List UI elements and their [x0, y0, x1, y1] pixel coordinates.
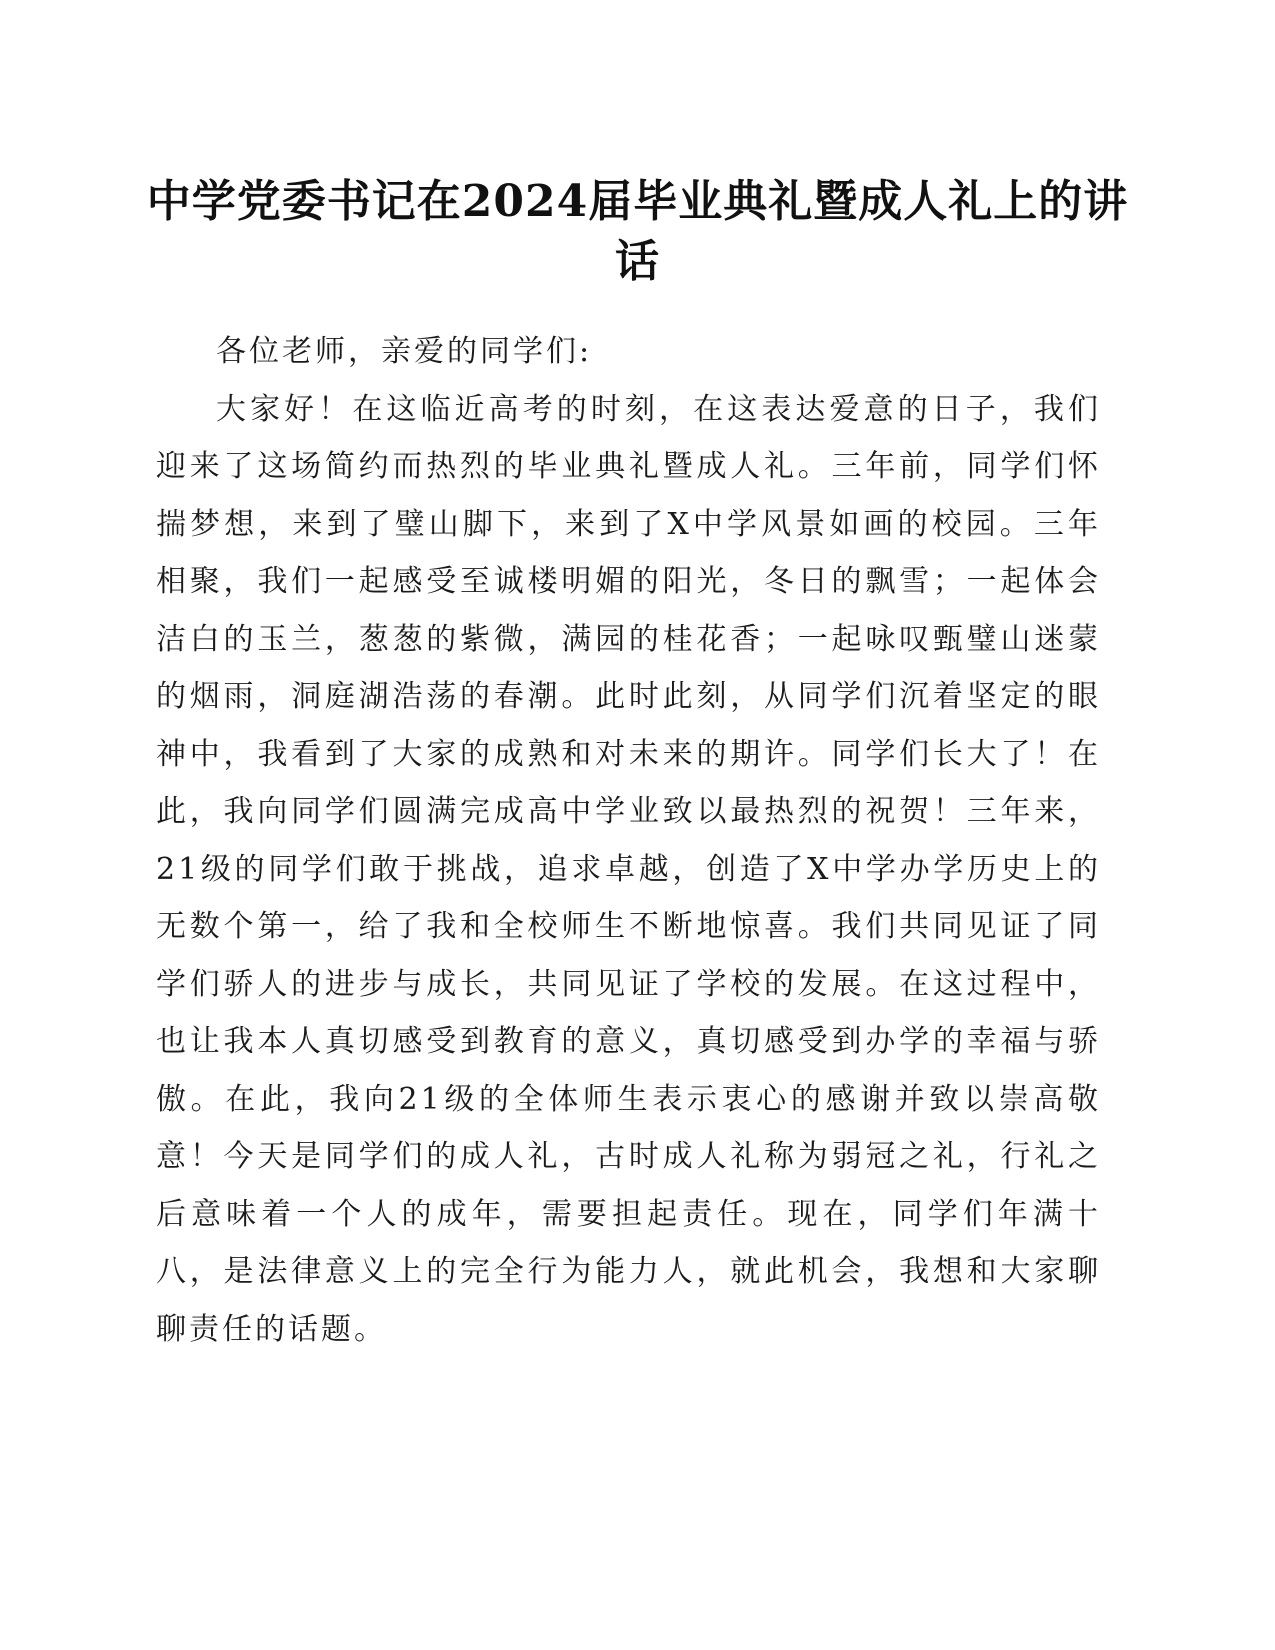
paragraph: 大家好！在这临近高考的时刻，在这表达爱意的日子，我们迎来了这场简约而热烈的毕业典礼暨成人礼。三年前，同学们怀揣梦想，来到了璧山脚下，来到了X中学风景如画的校园。三年相聚，我们一起感受至诚楼明媚的阳光，冬日的飘雪；一起体会洁白的玉兰，葱葱的紫微，满园的桂花香；一起咏叹甄璧山迷蒙的烟雨，洞庭湖浩荡的春潮。此时此刻，从同学们沉着坚定的眼神中，我看到了大家的成熟和对未来的期许。同学们长大了！在此，我向同学们圆满完成高中学业致以最热烈的祝贺！三年来，21级的同学们敢于挑战，追求卓越，创造了X中学办学历史上的无数个第一，给了我和全校师生不断地惊喜。我们共同见证了同学们骄人的进步与成长，共同见证了学校的发展。在这过程中，也让我本人真切感受到教育的意义，真切感受到办学的幸福与骄傲。在此，我向21级的全体师生表示衷心的感谢并致以崇高敬意！今天是同学们的成人礼，古时成人礼称为弱冠之礼，行礼之后意味着一个人的成年，需要担起责任。现在，同学们年满十八，是法律意义上的完全行为能力人，就此机会，我想和大家聊聊责任的话题。 — [156, 391, 1101, 1347]
document-title: 中学党委书记在2024届毕业典礼暨成人礼上的讲话 — [146, 176, 1129, 287]
salutation: 各位老师，亲爱的同学们: — [216, 334, 593, 369]
document-body — [156, 323, 1101, 1358]
